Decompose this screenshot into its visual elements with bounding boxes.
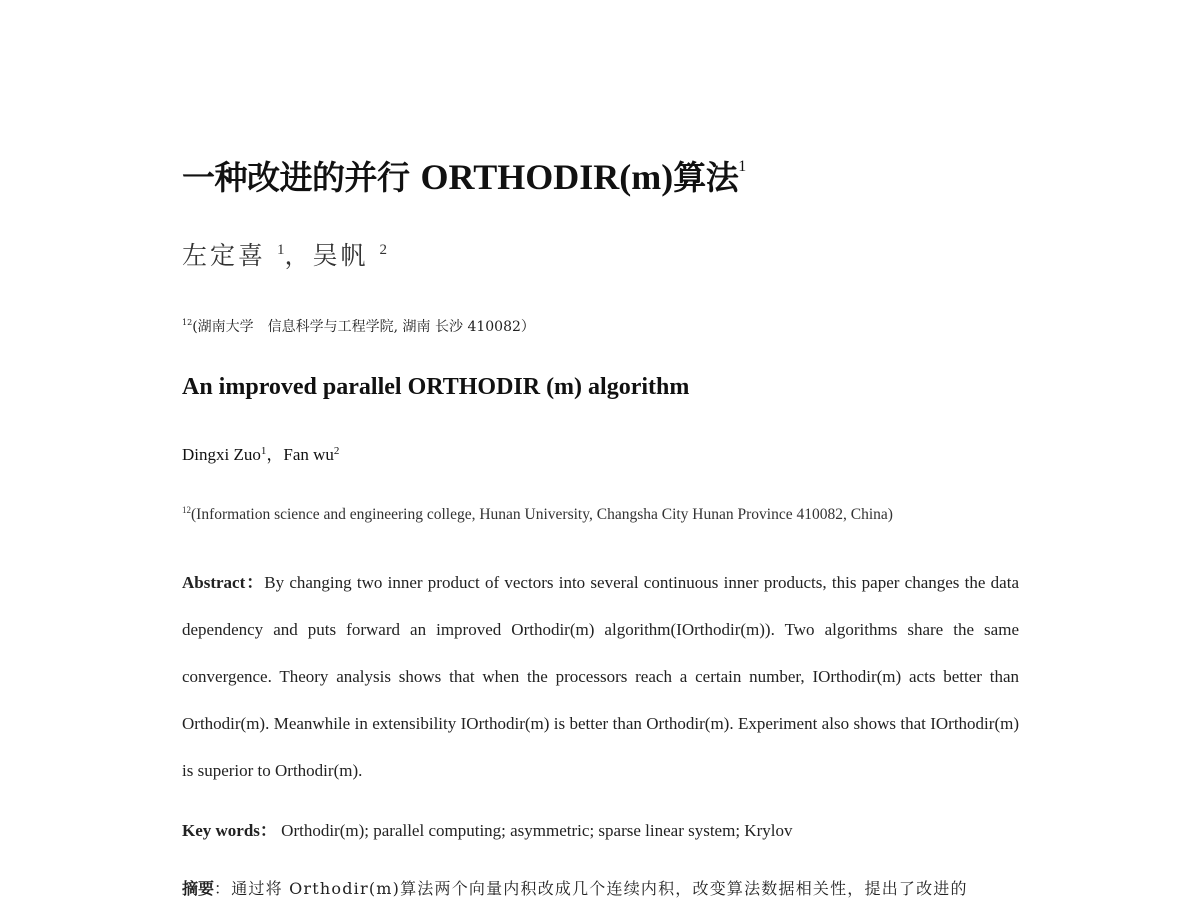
english-author-1-mark: 1 xyxy=(260,445,267,457)
chinese-title-part2: 算法 xyxy=(673,158,739,197)
chinese-author-1: 左定喜 xyxy=(182,241,267,270)
title-footnote-mark: 1 xyxy=(738,158,746,175)
chinese-affiliation xyxy=(182,316,535,336)
english-title: An improved parallel ORTHODIR (m) algorithm xyxy=(182,374,690,400)
english-affiliation-mark: 12 xyxy=(182,505,191,515)
keywords-text: Orthodir(m); parallel computing; asymmetric; sparse linear system; Krylov xyxy=(276,821,793,840)
english-author-2-mark: 2 xyxy=(333,445,340,457)
chinese-affiliation-text: (湖南大学 信息科学与工程学院, 湖南 长沙 410082） xyxy=(192,319,535,335)
english-affiliation-text: (Information science and engineering college, Hunan University, Changsha City Hunan Province 410082, China) xyxy=(191,506,893,523)
english-author-1: Dingxi Zuo xyxy=(182,445,261,464)
chinese-author-2-mark: 2 xyxy=(379,242,387,258)
chinese-title xyxy=(182,152,746,199)
english-author-separator: ， xyxy=(266,445,284,464)
abstract-label: Abstract： xyxy=(182,573,265,592)
english-affiliation xyxy=(182,505,893,524)
chinese-title-latin: ORTHODIR(m) xyxy=(420,157,674,197)
chinese-authors xyxy=(182,236,387,272)
chinese-abstract-label: 摘要 xyxy=(182,879,215,898)
english-authors xyxy=(182,440,339,465)
english-abstract xyxy=(182,559,1019,794)
abstract-text: By changing two inner product of vectors into several continuous inner products, this paper changes the data dependency and puts forward an improved Orthodir(m) algorithm(IOrthodir(m)). Two algorithms share the same convergence. Theory analysis shows that when the processors reach a certain number, IOrthodir(m) acts better than Orthodir(m). Meanwhile in extensibility IOrthodir(m) is better than Orthodir(m). Experiment also shows that IOrthodir(m) is superior to Orthodir(m). xyxy=(182,573,1019,780)
chinese-abstract-text: ：通过将 Orthodir(m)算法两个向量内积改成几个连续内积，改变算法数据相关性，提出了改进的 xyxy=(214,879,968,898)
chinese-author-1-mark: 1 xyxy=(276,242,285,258)
keywords-label: Key words： xyxy=(182,821,277,840)
english-keywords xyxy=(182,816,792,841)
chinese-author-separator: ， xyxy=(284,241,313,270)
chinese-author-2: 吴帆 xyxy=(312,241,369,270)
chinese-affiliation-mark: 12 xyxy=(182,318,193,327)
chinese-abstract xyxy=(182,876,1019,899)
english-author-2: Fan wu xyxy=(283,445,334,464)
chinese-title-part1: 一种改进的并行 xyxy=(182,158,410,197)
